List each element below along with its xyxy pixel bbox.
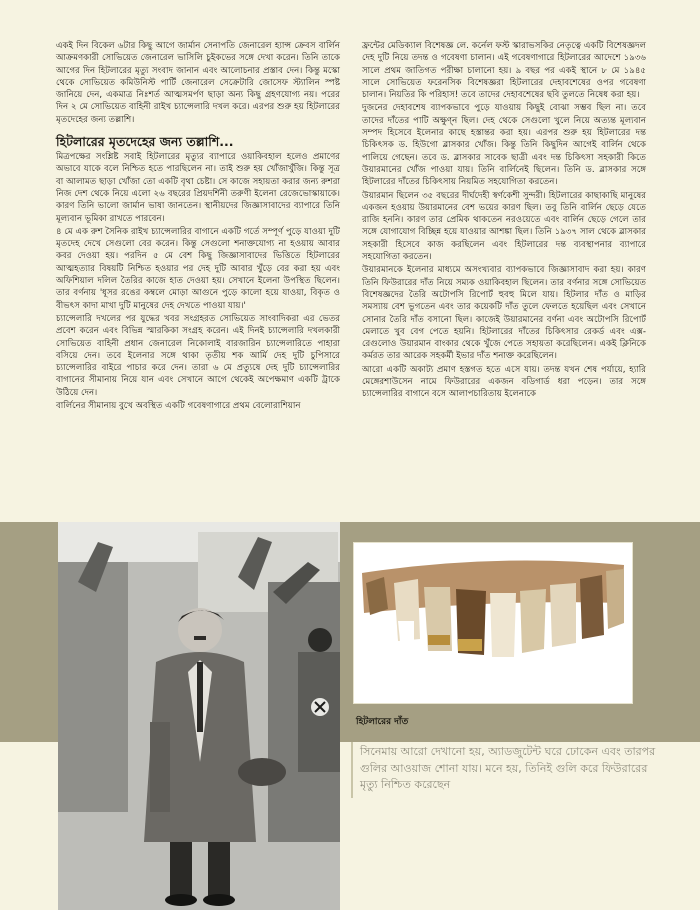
teeth-illustration (354, 543, 632, 703)
right-paragraph: ফ্রন্টের মেডিক্যাল বিশেষজ্ঞ লে. কর্নেল ফস্ট স্কারাভসকির নেতৃত্বে একটি বিশেষজ্ঞদল দেহ দুটি নিয়ে তদন্ত ও গবেষণা চালান। এই গবেষণাগারে হিটলারের আদেশে ১৯৩৬ সালে প্রথম জাতিগত পরীক্ষা চালানো হয়। ৯ বছর পর একই স্থানে ৮ মে ১৯৪৫ সালে সোভিয়েত ফরেনসিক বিশেষজ্ঞরা হিটলারের দেহাবশেষের ওপর গবেষণা চালান। নিয়তির কি পরিহাস! তবে তাদের দেহাবশেষের ছবি তুলতে নিষেধ করা হয়। (362, 41, 646, 101)
section-heading: হিটলারের মৃতদেহের জন্য তল্লাশি... (56, 134, 234, 150)
quote-accent-bar (351, 742, 353, 798)
left-paragraph: চ্যান্সেলারি দখলের পর যুদ্ধের খবর সংগ্রহরত সোভিয়েত সাংবাদিকরা এর ভেতর প্রবেশ করেন এবং বিভিন্ন স্মারকিকা সংগ্রহ করেন। এই দিনই চ্যান্সেলারি দখলকারী সোভিয়েত বাহিনী প্রধান জেনারেল নিকোলাই বারজারিন চ্যান্সেলারিতে পাহারা বসিয়ে দেন। তবে ইলেনার সঙ্গে থাকা তৃতীয় শক আর্মি দেহ দুটি চুপিসারে চ্যান্সেলারির বাইরে পাচার করে দেন। তারা ৬ মে প্রত্যুষে দেহ দুটি চ্যান্সেলারির বাগানের সীমানায় নিয়ে যান এবং সেখানে আগে থেকেই অপেক্ষমাণ একটি ট্রাকে উঠিয়ে দেন। (56, 313, 340, 398)
pull-quote: সিনেমায় আরো দেখানো হয়, অ্যাডজুটেন্ট ঘরে ঢোকেন এবং তারপর গুলির আওয়াজ শোনা যায়। মনে হয়, তিনিই গুলি করে ফিউরারের মৃত্যু নিশ্চিত করেছেন (360, 745, 656, 791)
left-paragraph: বার্লিনের সীমানায় বুখে অবস্থিত একটি গবেষণাগারে প্রথম বেলোরাশিয়ান (56, 401, 301, 412)
left-paragraph: মিত্রপক্ষের সংশ্লিষ্ট সবাই হিটলারের মৃত্যুর ব্যাপারে ওয়াকিবহাল হলেও প্রমাণের অভাবে যাকে বলে নিশ্চিত হতে পারছিলেন না। তাই শুরু হয় খোঁজাখুঁজি। কিন্তু সূত্র বা আলামত ছাড়া খোঁজা তো একটি বৃথা চেষ্টা। সে কাজে সহায়তা করার জন্য রুশরা নিজ দেশ থেকে নিয়ে এলো ২৬ বছরের প্রিয়দর্শিনী তরুণী ইলেনা রেজেভোস্কায়াকে। কারণ তিনি ভালো জার্মান ভাষা জানতেন। স্থানীয়দের জিজ্ঞাসাবাদের ব্যাপারে তিনি মূল্যবান ভূমিকা রাখতে পারবেন। (56, 152, 340, 224)
right-paragraph: উয়ারমান ছিলেন ৩৫ বছরের দীর্ঘদেহী স্বর্ণকেশী সুন্দরী। হিটলারের কাছাকাছি মানুষের একজন হওয়ায় উয়ারমানের বেশ ভয়ের কারণ ছিল। তবু তিনি বার্লিন ছেড়ে যেতে রাজি হননি। কারণ তার প্রেমিক থাকতেন নরওয়েতে এবং বার্লিন ছেড়ে গেলে তার সঙ্গে যোগাযোগ বিচ্ছিন্ন হয়ে যাওয়ার আশঙ্কা ছিল। তিনি ১৯৩৭ সাল থেকে ব্লাসকার সহকারী হিসেবে কাজ করছিলেন এবং হিটলারের দন্ত ব্যবস্থাপনার ব্যাপারে সহযোগিতা করতেন। (362, 190, 646, 263)
right-paragraph: আরো একটি অকাট্য প্রমাণ হস্তগত হতে এসে যায়। তদন্ত যখন শেষ পর্যায়ে, হ্যারি মেঙ্গেরশাউসেন নামে ফিউরারের একজন বডিগার্ড ধরা পড়েন। তার সঙ্গে চ্যান্সেলারির বাগানে বসে আলাপচারিতায় ইলেনাকে (362, 364, 646, 400)
left-text-column (56, 40, 340, 413)
right-paragraph: দুজনের দেহাবশেষ ব্যাপকভাবে পুড়ে যাওয়ায় কিছুই বোঝা সম্ভব ছিল না। তবে তাদের দাঁতের পাটি অক্ষুণ্ন ছিল। দেহ থেকে সেগুলো খুলে নিয়ে অত্যন্ত মূল্যবান সম্পদ হিসেবে ইলেনার কাছে হস্তান্তর করা হয়। এরপর শুরু হয় হিটলারের দন্ত চিকিৎসক ড. হিউগো ব্লাসকার খোঁজ। কিন্তু তিনি কিছুদিন আগেই বার্লিন থেকে পালিয়ে গেছেন। তবে ড. ব্লাসকার সাবেক ছাত্রী এবং দন্ত চিকিৎসা সহকারী কিতে উয়ারমানের খোঁজ পাওয়া যায়। তিনি বার্লিনেই ছিলেন। তিনি ড. ব্লাসকার সঙ্গে হিটলারের দাঁতের চিকিৎসায় নিয়মিত সহযোগিতা করতেন। (362, 103, 646, 188)
right-paragraph: উয়ারমানকে ইলেনার মাধ্যমে অসংখ্যবার ব্যাপকভাবে জিজ্ঞাসাবাদ করা হয়। কারণ তিনি ফিউরারের দাঁত নিয়ে সম্যক ওয়াকিবহাল ছিলেন। তার বর্ণনার সঙ্গে সোভিয়েত বিশেষজ্ঞদের তৈরি অটোপসি রিপোর্ট হুবহু মিলে যায়। হিটলার দাঁত ও মাড়ির সমস্যায় বেশ ভুগতেন এবং তার কয়েকটি দাঁত তুলে ফেলতে হয়েছিল এবং সেখানে সোনার তৈরি দাঁত বসানো ছিল। কাজেই উয়ারমানের বর্ণনা এবং অটোপসি রিপোর্ট মেলাতে খুব বেগ পেতে হয়নি। হিটলারের দাঁতের চিকিৎসার রেকর্ড এবং এক্স-রেগুলোও উয়ারমান বাংকার থেকে খুঁজে পেতে সহায়তা করেছিলেন। একই ক্লিনিকে কর্মরত তার আরেক সহকর্মী ইভার দাঁত শনাক্ত করেছিলেন। (362, 265, 646, 362)
right-text-column (362, 40, 646, 402)
teeth-photo (354, 543, 632, 703)
left-paragraph: ৪ মে এক রুশ সৈনিক রাইখ চ্যান্সেলারির বাগানে একটি গর্তে সম্পূর্ণ পুড়ে যাওয়া দুটি মৃতদেহ দেখে সেগুলো বের করেন। কিন্তু সেগুলো শনাক্তযোগ্য না হওয়ায় আবার কবর দেওয়া হয়। পরদিন ৫ মে বেশ কিছু জিজ্ঞাসাবাদের ভিত্তিতে হিটলারের আত্মহত্যার বিষয়টি নিশ্চিত হওয়ার পর দেহ দুটি আবার খুঁড়ে বের করা হয় এবং অফিশিয়াল দলিল তৈরির কাজে হাত দেওয়া হয়। সেখানে ইলেনা উপস্থিত ছিলেন। তার বর্ণনায় 'ধূসর রঙের কম্বলে মোড়া আগুনে পুড়ে কালো হয়ে যাওয়া, বিকৃত ও বীভৎস কাদা মাখা দুটি মানুষের দেহ দেখতে পাওয়া যায়।' (56, 226, 340, 311)
hitler-photo-illustration (58, 522, 340, 910)
teeth-caption: হিটলারের দাঁত (356, 717, 409, 727)
hitler-photo (58, 522, 340, 910)
left-paragraph: একই দিন বিকেল ৬টার কিছু আগে জার্মান সেনাপতি জেনারেল হ্যান্স ক্রেবস বার্লিন আক্রমণকারী সোভিয়েত জেনারেল ভাসিলি চুইকভের সঙ্গে দেখা করেন। তিনি তাকে আগের দিন হিটলারের মৃত্যু সংবাদ জানান এবং আলোচনার প্রস্তাব দেন। কিন্তু মস্কো থেকে সোভিয়েত কমিউনিস্ট পার্টি জেনারেল সেক্রেটারি জোসেফ স্ট্যালিন স্পষ্ট জানিয়ে দেন, একমাত্র নিঃশর্ত আত্মসমর্পণ ছাড়া অন্য কিছু গ্রহণযোগ্য নয়। পরের দিন ২ মে সোভিয়েত বাহিনী রাইখ চ্যান্সেলারি দখল করে। এরপর শুরু হয় হিটলারের মৃতদেহের জন্য তল্লাশি। (56, 41, 340, 125)
